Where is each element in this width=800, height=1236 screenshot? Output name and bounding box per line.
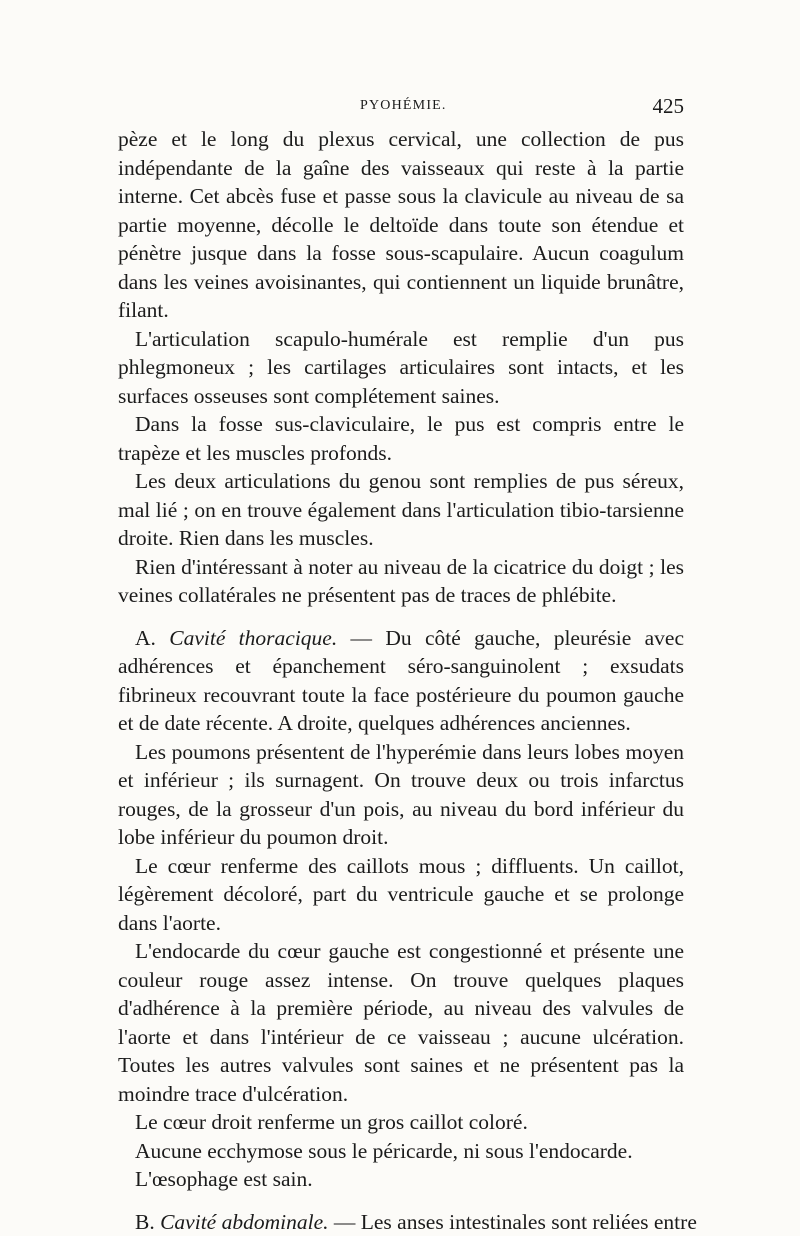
paragraph: Dans la fosse sus-claviculaire, le pus est compris entre le trapèze et les muscles profonds. [118,410,684,467]
paragraph: pèze et le long du plexus cervical, une collection de pus indépendante de la gaîne des vaisseaux qui reste à la partie interne. Cet abcès fuse et passe sous la clavicule au niveau de sa partie moyenne, décolle le deltoïde dans toute son étendue et pénètre jusque dans la fosse sous-scapulaire. Aucun coagulum dans les veines avoisinantes, qui contiennent un liquide brunâtre, filant. [118,125,684,325]
section-b-title: Cavité abdominale. [160,1210,328,1234]
section-a-text: — Du côté gauche, pleurésie avec adhérences et épanchement séro-sanguinolent ; exsudats fibrineux recouvrant toute la face postérieure du poumon gauche et de date récente. A droite, quelques adhérences anciennes. [118,626,684,736]
paragraph: L'endocarde du cœur gauche est congestionné et présente une couleur rouge assez intense. On trouve quelques plaques d'adhérence à la première période, au niveau des valvules de l'aorte et dans l'intérieur de ce vaisseau ; aucune ulcération. Toutes les autres valvules sont saines et ne présentent pas la moindre trace d'ulcération. [118,937,684,1108]
paragraph: Aucune ecchymose sous le péricarde, ni sous l'endocarde. [118,1137,684,1166]
paragraph: Le cœur droit renferme un gros caillot coloré. [118,1108,684,1137]
page-header [118,96,684,126]
paragraph: L'œsophage est sain. [118,1165,684,1194]
paragraph: Le cœur renferme des caillots mous ; diffluents. Un caillot, légèrement décoloré, part du ventricule gauche et se prolonge dans l'aorte. [118,852,684,938]
section-b-paragraph [118,1208,684,1236]
page-number: 425 [653,94,685,119]
section-b-label: B. [135,1210,160,1234]
section-a-label: A. [135,626,169,650]
page-body [118,125,684,1236]
paragraph: Les deux articulations du genou sont remplies de pus séreux, mal lié ; on en trouve également dans l'articulation tibio-tarsienne droite. Rien dans les muscles. [118,467,684,553]
paragraph: Les poumons présentent de l'hyperémie dans leurs lobes moyen et inférieur ; ils surnagent. On trouve deux ou trois infarctus rouges, de la grosseur d'un pois, au niveau du bord inférieur du lobe inférieur du poumon droit. [118,738,684,852]
section-a-title: Cavité thoracique. [169,626,337,650]
section-a-paragraph [118,624,684,738]
running-head: PYOHÉMIE. [360,98,447,114]
paragraph: Rien d'intéressant à noter au niveau de la cicatrice du doigt ; les veines collatérales ne présentent pas de traces de phlébite. [118,553,684,610]
section-b-text: — Les anses intestinales sont reliées entre [328,1210,696,1234]
paragraph: L'articulation scapulo-humérale est remplie d'un pus phlegmoneux ; les cartilages articulaires sont intacts, et les surfaces osseuses sont complétement saines. [118,325,684,411]
